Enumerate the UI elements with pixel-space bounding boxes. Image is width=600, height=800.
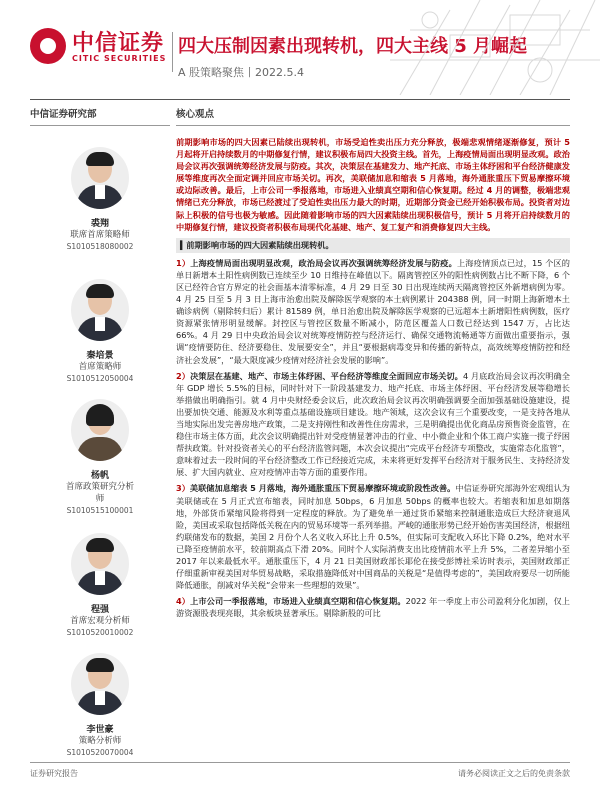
core-views (176, 103, 570, 619)
paragraph (176, 370, 570, 479)
paragraph-number: 1） (176, 257, 191, 268)
paragraph (176, 595, 570, 619)
header-decoration (390, 0, 600, 95)
author-role: 首席策略师 (78, 362, 122, 372)
paragraph-lead: 上市公司一季报落地，市场进入业绩真空期和信心恢复期。 (190, 596, 406, 607)
paragraph-number: 3） (176, 483, 190, 494)
report-header (0, 0, 600, 95)
paragraph (176, 257, 570, 366)
section-heading: 核心观点 (176, 103, 570, 126)
author-role: 联席首席策略师 (70, 230, 130, 240)
paragraph (176, 482, 570, 591)
author-license: S1010515100001 (66, 506, 134, 515)
paragraph-lead: 美联储加息缩表 5 月落地，海外通胀重压下贸易摩擦环境或阶段性改善。 (189, 483, 456, 494)
author-card (30, 653, 170, 758)
citic-logo (30, 22, 170, 82)
footer-label: 证券研究报告 (30, 769, 78, 778)
logo-mark-icon (30, 28, 66, 64)
avatar (71, 399, 129, 461)
author-role: 策略分析师 (78, 736, 122, 746)
author-license: S1010520010002 (66, 628, 134, 637)
author-name: 李世豪 (86, 725, 114, 735)
avatar (71, 533, 129, 595)
author-sidebar (30, 103, 170, 757)
header-divider (172, 32, 173, 72)
author-role: 首席政策研究分析师 (65, 482, 134, 504)
header-rule (30, 99, 570, 100)
logo-text-en: CITIC SECURITIES (72, 54, 167, 63)
paragraph-text: 上海疫情顶点已过，15 个区的单日新增本土阳性病例数已连续至少 10 日维持在峰值以下。隔离管控区外的阳性病例数占比不断下降，6 个区已经符合官方界定的社会面基本清零标准，4 月 29 日至 30 日出现连续两天隔离管控区外新增病例为零。4 月 25 日至 5 月 3 日上海市治愈出院及解除医学观察的本土病例累计 204388 例，同一时期上海新增本土确诊病例（剔除转归后）累计 81589 例，单日治愈出院及解除医学观察的已远超本土新增阳性病例数，医疗资源紧张情形明显缓解。封控区与管控区数量不断减小，防范区覆盖人口数已经达到 1547 万，占比达 66%。4 月 29 日中央政治局会议对统筹疫情防控与经济运行、确保交通物流畅通等方面做出重要指示，强调“疫情要防住、经济要稳住、发展要安全”，并且“要根据病毒变异和传播的新特点，高效统筹疫情防控和经济社会发展”，“最大限度减少疫情对经济社会发展的影响”。 (176, 257, 570, 365)
paragraph-number: 4） (176, 596, 191, 607)
avatar (71, 279, 129, 341)
report-subtitle: A 股策略聚焦丨2022.5.4 (178, 66, 305, 79)
paragraph-text: 中信证券研究部海外宏观组认为美联储或在 5 月正式宣布缩表，同时加息 50bps，6 月加息 50bps 的概率也较大。若缩表和加息如期落地，外部货币紧缩风险将得到一定程度的释放。为了避免单一通过货币紧缩来控制通胀造成巨大经济衰退风险，美国或采取包括降低关税在内的贸易环境等一系列举措。严峻的通胀形势已经开始伤害美国经济，根据纽约联储发布的数据，美国 2 月份个人名义收入环比上升 0.5%，但实际可支配收入环比下降 0.2%，绝对水平已降至疫情前水平，较前期高点下滑 20%。同时个人实际消费支出比疫情前水平上升 5%，二者差异缩小至 2017 年以来最低水平。通胀重压下，4 月 21 日美国财政部长耶伦在接受彭博社采访时表示，美国财政部正仔细重新审视美国对华贸易战略，采取措施降低对中国商品的关税是“是值得考虑的”，美国政府要尽一切所能降低通胀，削减对华关税“会带来一些理想的效果”。 (176, 483, 570, 591)
avatar (71, 147, 129, 209)
paragraph-lead: 决策层在基建、地产、市场主体纾困、平台经济等维度全面回应市场关切。 (190, 370, 463, 381)
disclaimer-note: 请务必阅读正文之后的免责条款 (458, 769, 570, 778)
logo-text-cn: 中信证券 (72, 31, 165, 56)
paragraph-number: 2） (176, 370, 191, 381)
author-name: 杨帆 (90, 471, 109, 481)
paragraph-text: 4 月底政治局会议再次明确全年 GDP 增长 5.5%的目标，同时针对下一阶段基建发力、地产托底、市场主体纾困、平台经济发展等稳增长举措做出明确指引。就 4 月中央财经委会议后，此次政治局会议再次明确强调要全面加强基础设施建设，提出要加快交通、能源及水利等重点基础设施项目建设。地产领域，这次会议有三个重要改变，一是支持各地从当地实际出发完善房地产政策，二是支持刚性和改善性住房需求，三是明确提出优化商品房预售资金监管，在稳住市场主体方面，此次会议明确提出针对受疫情显著冲击的行业、中小微企业和个体工商户实施一揽子纾困帮扶政策。针对投资者关心的平台经济监管问题，本次会议提出“完成平台经济专项整改，实施常态化监管”，意味着过去一段时间的平台经济整改工作已经接近完成，未来将更好发挥平台经济对于服务民生、支持经济发展、扩大国内就业、应对疫情冲击等方面的重要作用。 (176, 370, 570, 478)
author-card (30, 147, 170, 252)
report-title: 四大压制因素出现转机，四大主线 5 月崛起 (178, 36, 528, 57)
author-card (30, 279, 170, 384)
author-license: S1010512050004 (66, 374, 134, 383)
author-license: S1010518080002 (66, 242, 134, 251)
author-name: 程强 (90, 605, 109, 615)
paragraph-text: 2022 年一季度上市公司盈利分化加剧，仅上游资源股表现亮眼，其余板块显著承压。剔除新股的可比 (176, 596, 570, 619)
author-name: 秦培景 (86, 351, 114, 361)
author-license: S1010520070004 (66, 748, 134, 757)
subsection-title: ▍前期影响市场的四大因素陆续出现转机。 (176, 238, 570, 253)
sidebar-heading: 中信证券研究部 (30, 103, 170, 126)
author-card (30, 399, 170, 516)
avatar (71, 653, 129, 715)
summary-text: 前期影响市场的四大因素已陆续出现转机，市场受迫性卖出压力充分释放，极端悲观情绪逐渐修复，预计 5 月起将开启持续数月的中期修复行情，建议积极布局四大投资主线。首先，上海疫情局面出现明显改观。政治局会议再次强调统筹经济发展与防疫。其次，决策层在基建发力、地产托底、市场主体纾困和平台经济健康发展等维度再次全面定调并回应市场关切。再次，美联储加息和缩表 5 月落地，海外通胀重压下贸易摩擦环境或边际改善。最后，上市公司一季报落地，市场进入业绩真空期和信心恢复期。经过 4 月的调整，极端悲观情绪已充分释放，市场已经渡过了受迫性卖出压力最大的时期，近期部分资金已经开始积极布局。投资者对边际上积极的信号也极为敏感。因此随着影响市场的四大因素陆续出现积极信号，预计 5 月将开启持续数月的中期修复行情，建议投资者积极布局现代化基建、地产、复工复产和消费修复四大主线。 (176, 137, 570, 232)
author-name: 裘翔 (90, 219, 109, 229)
footer-rule (30, 762, 570, 763)
paragraph-lead: 上海疫情局面出现明显改观，政治局会议再次强调统筹经济发展与防疫。 (190, 257, 457, 268)
author-card (30, 533, 170, 638)
author-role: 首席宏观分析师 (70, 616, 130, 626)
